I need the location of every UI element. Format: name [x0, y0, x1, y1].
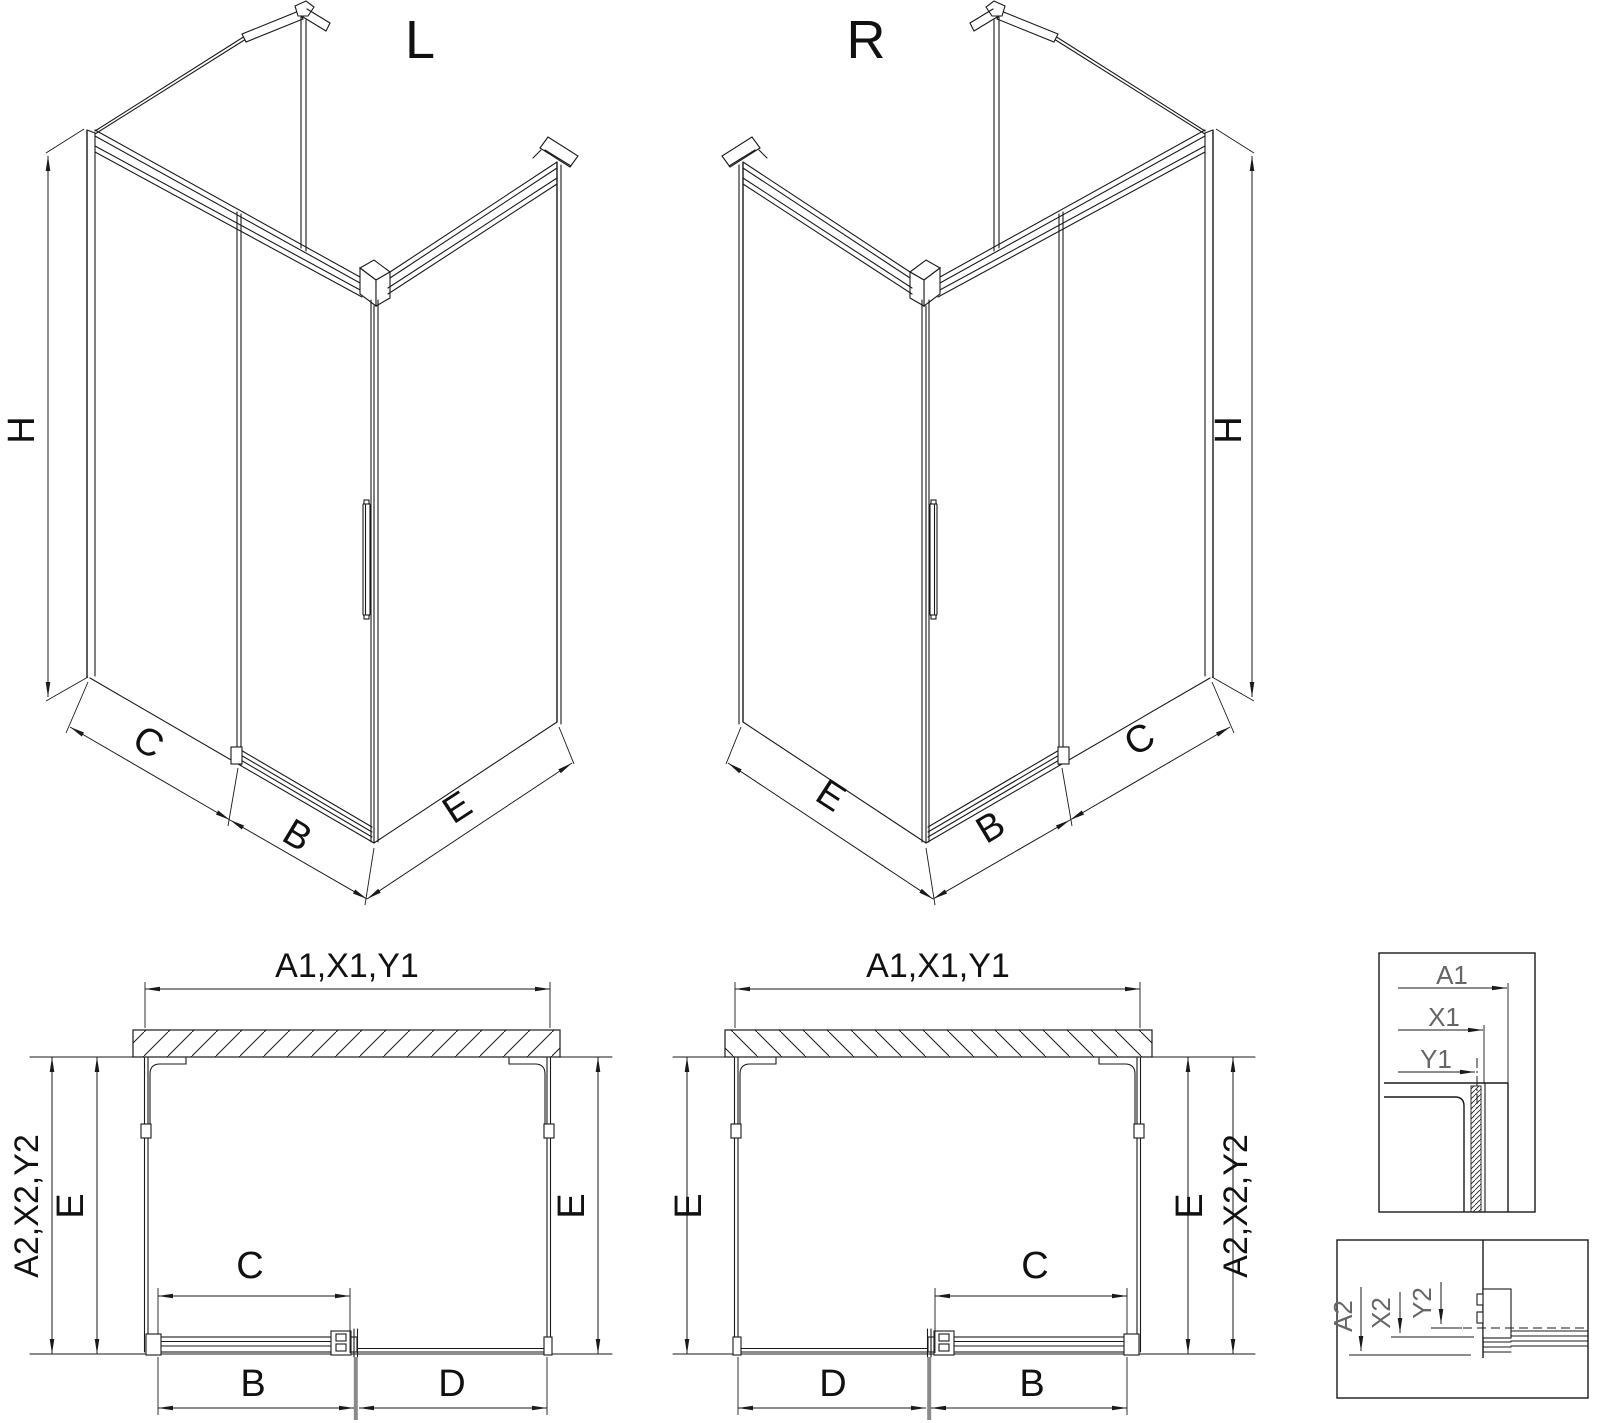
plan-right-D-label: D — [819, 1363, 847, 1405]
iso-left-geometry — [46, 1, 578, 905]
plan-left-width-label: A1,X1,Y1 — [275, 947, 419, 985]
iso-view-right — [722, 1, 1254, 905]
view-title-left: L — [404, 10, 436, 70]
plan-left-D-label: D — [438, 1363, 466, 1405]
iso-right-geometry — [722, 1, 1254, 905]
plan-right-E-right-label: E — [1169, 1193, 1211, 1219]
plan-right-geometry — [673, 982, 1255, 1420]
dim-label-H-left: H — [1, 416, 43, 444]
dim-label-B-right: B — [969, 803, 1013, 853]
view-title-right: R — [846, 10, 886, 70]
dim-label-C-right: C — [1117, 714, 1163, 765]
iso-view-left — [1, 1, 578, 905]
plan-left-geometry — [30, 982, 612, 1420]
plan-right-width-label: A1,X1,Y1 — [866, 947, 1010, 985]
detail-Y1-label: Y1 — [1420, 1044, 1452, 1074]
plan-left-depth-label: A2,X2,Y2 — [8, 1134, 46, 1278]
plan-right-C-label: C — [1021, 1245, 1049, 1287]
plan-left-C-label: C — [236, 1245, 264, 1287]
detail-view-depth-refs — [1328, 1240, 1588, 1398]
detail-Y2-label: Y2 — [1407, 1287, 1437, 1319]
detail-A2-label: A2 — [1328, 1300, 1358, 1332]
dim-label-H-right: H — [1208, 416, 1250, 444]
plan-left-E-right-label: E — [551, 1193, 593, 1219]
plan-left-B-label: B — [240, 1363, 266, 1405]
detail-X2-label: X2 — [1366, 1297, 1396, 1329]
plan-view-left — [8, 947, 612, 1420]
detail-view-width-refs — [1379, 953, 1535, 1212]
plan-right-depth-label: A2,X2,Y2 — [1217, 1134, 1255, 1278]
dim-label-E-left: E — [435, 783, 480, 833]
plan-right-B-label: B — [1019, 1363, 1045, 1405]
glass-section — [1471, 1086, 1481, 1212]
detail-A1-label: A1 — [1436, 960, 1468, 990]
dim-label-C-left: C — [125, 717, 171, 768]
plan-view-right — [668, 947, 1255, 1420]
plan-right-E-left-label: E — [668, 1193, 710, 1219]
dim-label-E-right: E — [808, 771, 853, 821]
dim-label-B-left: B — [275, 811, 319, 861]
plan-left-E-left-label: E — [50, 1193, 92, 1219]
detail-X1-label: X1 — [1428, 1002, 1460, 1032]
